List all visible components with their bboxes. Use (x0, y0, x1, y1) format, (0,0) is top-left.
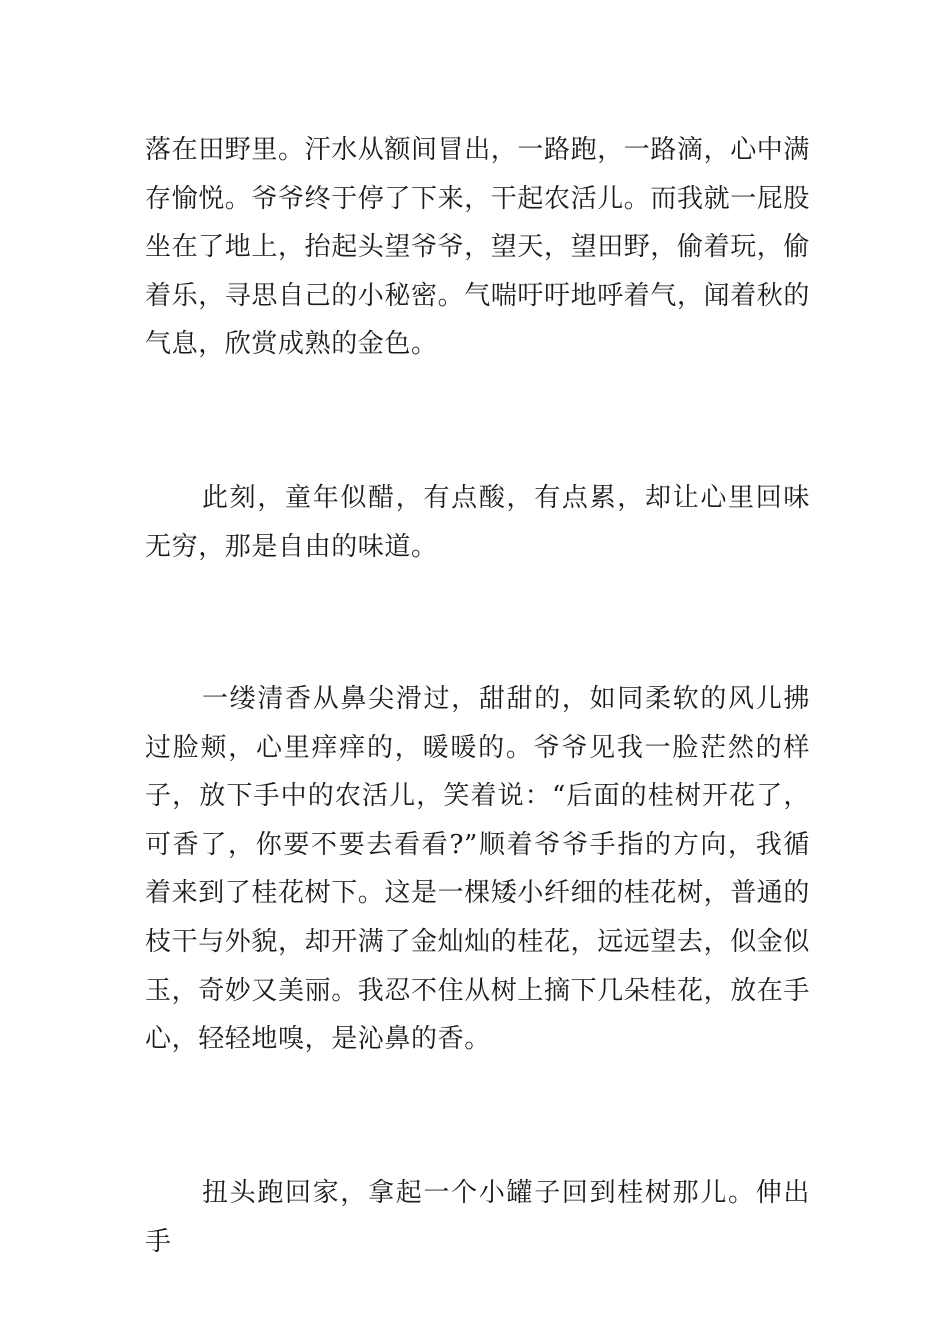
paragraph-2: 此刻，童年似醋，有点酸，有点累，却让心里回味无穷，那是自由的味道。 (145, 483, 810, 562)
paragraph-1: 落在田野里。汗水从额间冒出，一路跑，一路滴，心中满存愉悦。爷爷终于停了下来，干起农活儿。而我就一屁股坐在了地上，抬起头望爷爷，望天，望田野，偷着玩，偷着乐，寻思自己的小秘密。气喘吁吁地呼着气，闻着秋的气息，欣赏成熟的金色。 (145, 135, 811, 360)
paragraph-4: 扭头跑回家，拿起一个小罐子回到桂树那儿。伸出手 (145, 1178, 810, 1257)
paragraph-3: 一缕清香从鼻尖滑过，甜甜的，如同柔软的风儿拂过脸颊，心里痒痒的，暖暖的。爷爷见我一脸茫然的样子，放下手中的农活儿，笑着说：“后面的桂树开花了，可香了，你要不要去看看?”顺着爷爷手指的方向，我循着来到了桂花树下。这是一棵矮小纤细的桂花树，普通的枝干与外貌，却开满了金灿灿的桂花，远远望去，似金似玉，奇妙又美丽。我忍不住从树上摘下几朵桂花，放在手心，轻轻地嗅，是沁鼻的香。 (145, 684, 811, 1055)
